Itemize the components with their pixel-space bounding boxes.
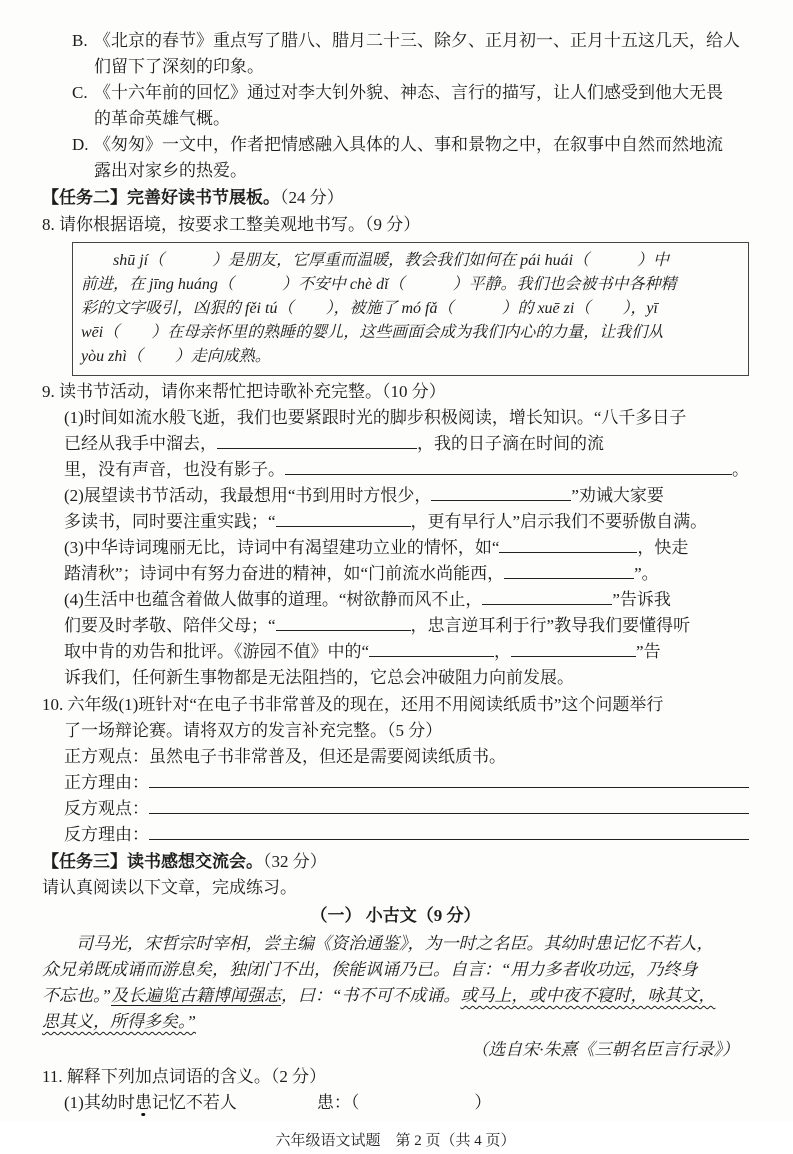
option-c xyxy=(72,80,749,132)
answer-blank[interactable] xyxy=(149,771,749,788)
text-run: (3)中华诗词瑰丽无比，诗词中有渴望建功立业的情怀，如“ xyxy=(64,538,500,557)
text-run: ，更有早行人”启示我们不要骄傲自满。 xyxy=(410,512,708,531)
classical-passage xyxy=(42,931,749,1063)
option-d-text-cont: 露出对家乡的热爱。 xyxy=(94,161,247,180)
choice-options xyxy=(72,28,749,184)
task3-title: 【任务三】读书感想交流会。 xyxy=(42,852,263,871)
answer-blank[interactable] xyxy=(217,432,417,449)
text-run: ，忠言逆耳利于行”教导我们要懂得听 xyxy=(410,616,691,635)
pinyin-line: 彩的文字吸引，凶狠的 fěi tú（ ），被施了 mó fǎ（ ）的 xuē zi（ ），yī xyxy=(81,300,658,317)
text-run: ”。 xyxy=(634,564,659,583)
text-run: (1)时间如流水般飞逝，我们也要紧跟时光的脚步积极阅读，增长知识。“八千多日子 xyxy=(64,408,687,427)
text-run: ，我的日子滴在时间的流 xyxy=(417,434,604,453)
text-run: 已经从我手中溜去， xyxy=(64,434,217,453)
q10-debate xyxy=(64,744,749,848)
q9-line xyxy=(64,431,749,457)
question-10 xyxy=(42,692,749,848)
q10-con-reason-row xyxy=(64,822,749,848)
underlined-text: 思其义，所得多矣。” xyxy=(42,1012,196,1031)
option-d xyxy=(72,132,749,184)
pinyin-writing-box[interactable] xyxy=(72,242,749,376)
text-run: ） xyxy=(474,1093,492,1112)
option-d-text: 《匆匆》一文中，作者把情感融入具体的人、事和景物之中，在叙事中自然而然地流 xyxy=(94,135,723,154)
q9-line xyxy=(64,535,749,561)
task2-title: 【任务二】完善好读书节展板。 xyxy=(42,188,280,207)
answer-blank[interactable] xyxy=(499,536,637,553)
answer-blank[interactable] xyxy=(149,797,749,814)
q10-stem-line1: 10. 六年级(1)班针对“在电子书非常普及的现在，还用不用阅读纸质书”这个问题举行 xyxy=(42,695,664,714)
q10-con-view-row xyxy=(64,796,749,822)
pinyin-line: shū jí（ ）是朋友，它厚重而温暖，教会我们如何在 pái huái（ ）中 xyxy=(81,252,670,269)
option-c-label: C. xyxy=(72,83,88,102)
passage-line xyxy=(42,983,749,1009)
answer-blank[interactable] xyxy=(504,562,634,579)
answer-blank[interactable] xyxy=(285,458,732,475)
text-run: ”劝诫大家要 xyxy=(571,486,664,505)
text-run: 里，没有声音，也没有影子。 xyxy=(64,460,285,479)
text-run: 不忘也。” xyxy=(42,986,111,1005)
q10-con-reason-label: 反方理由： xyxy=(64,825,149,844)
option-d-label: D. xyxy=(72,135,89,154)
underlined-text: 或马上，或中夜不寝时，咏其文， xyxy=(460,986,716,1005)
text-run: 踏清秋”；诗词中有努力奋进的精神，如“门前流水尚能西， xyxy=(64,564,505,583)
text-run: 。 xyxy=(732,460,749,479)
task2-heading xyxy=(42,185,749,211)
q9-items xyxy=(64,405,749,691)
q9-line xyxy=(64,405,749,431)
q11-item1 xyxy=(64,1090,749,1116)
question-8 xyxy=(42,212,749,376)
pinyin-line: yòu zhì（ ）走向成熟。 xyxy=(81,348,271,365)
answer-blank[interactable] xyxy=(482,588,612,605)
answer-blank[interactable] xyxy=(511,640,636,657)
text-run: ”告 xyxy=(636,642,661,661)
underlined-text: 及长遍览古籍博闻强志 xyxy=(110,986,281,1005)
q10-pro-view: 正方观点：虽然电子书非常普及，但还是需要阅读纸质书。 xyxy=(64,747,506,766)
text-run: 取中肯的劝告和批评。《游园不值》中的“ xyxy=(64,642,370,661)
text-run: ， xyxy=(494,642,512,661)
passage-line xyxy=(42,1009,749,1035)
answer-blank[interactable] xyxy=(276,510,411,527)
q10-pro-reason-row xyxy=(64,770,749,796)
task3-points: （32 分） xyxy=(263,852,327,871)
spacer xyxy=(359,1107,474,1108)
text-run: (1)其幼时 xyxy=(64,1093,135,1112)
option-b-label: B. xyxy=(72,31,88,50)
dotted-emphasis-word: 患 xyxy=(134,1093,152,1112)
pinyin-line: wēi（ ）在母亲怀里的熟睡的婴儿，这些画面会成为我们内心的力量，让我们从 xyxy=(81,324,664,341)
text-run: 诉我们，任何新生事物都是无法阻挡的，它总会冲破阻力向前发展。 xyxy=(64,668,574,687)
pinyin-line: 前进，在 jīng huáng（ ）不安中 chè dǐ（ ）平静。我们也会被书中各种精 xyxy=(81,276,677,293)
q9-line xyxy=(64,561,749,587)
q9-line xyxy=(64,665,749,691)
text-run: 们要及时孝敬、陪伴父母；“ xyxy=(64,616,276,635)
question-11 xyxy=(42,1064,749,1116)
task2-points: （24 分） xyxy=(280,188,344,207)
q9-line xyxy=(64,587,749,613)
text-run: ，快走 xyxy=(637,538,689,557)
answer-blank[interactable] xyxy=(149,823,749,840)
passage-source: （选自宋·朱熹《三朝名臣言行录》） xyxy=(471,1040,739,1059)
text-run: 患：（ xyxy=(316,1093,360,1112)
text-run: 多读书，同时要注重实践；“ xyxy=(64,512,276,531)
spacer xyxy=(237,1107,317,1108)
option-b-text-cont: 们留下了深刻的印象。 xyxy=(94,57,264,76)
task3-heading xyxy=(42,849,749,875)
question-9 xyxy=(42,379,749,691)
q9-stem: 9. 读书节活动，请你来帮忙把诗歌补充完整。（10 分） xyxy=(42,382,446,401)
answer-blank[interactable] xyxy=(369,640,494,657)
passage-line: 司马光，宋哲宗时宰相，尝主编《资治通鉴》，为一时之名臣。其幼时患记忆不若人， xyxy=(42,934,714,953)
text-run: (2)展望读书节活动，我最想用“书到用时方恨少， xyxy=(64,486,432,505)
task3-intro: 请认真阅读以下文章，完成练习。 xyxy=(42,878,297,897)
q9-line xyxy=(64,639,749,665)
q10-pro-reason-label: 正方理由： xyxy=(64,773,149,792)
q9-line xyxy=(64,457,749,483)
answer-blank[interactable] xyxy=(431,484,571,501)
text-run: (4)生活中也蕴含着做人做事的道理。“树欲静而风不止， xyxy=(64,590,483,609)
q8-stem: 8. 请你根据语境，按要求工整美观地书写。（9 分） xyxy=(42,215,421,234)
q10-stem-line2: 了一场辩论赛。请将双方的发言补充完整。（5 分） xyxy=(64,721,443,740)
q9-line xyxy=(64,483,749,509)
page-footer: 六年级语文试题 第 2 页（共 4 页） xyxy=(275,1133,516,1149)
option-b-text: 《北京的春节》重点写了腊八、腊月二十三、除夕、正月初一、正月十五这几天，给人 xyxy=(94,31,740,50)
text-run: ”告诉我 xyxy=(612,590,671,609)
q9-line xyxy=(64,613,749,639)
q10-con-view-label: 反方观点： xyxy=(64,799,149,818)
passage-section-title: （一） 小古文（9 分） xyxy=(310,906,481,925)
text-run: 记忆不若人 xyxy=(151,1093,237,1112)
option-c-text: 《十六年前的回忆》通过对李大钊外貌、神态、言行的描写，让人们感受到他大无畏 xyxy=(94,83,723,102)
q11-stem: 11. 解释下列加点词语的含义。（2 分） xyxy=(42,1067,327,1086)
text-run: ，曰：“书不可不成诵。 xyxy=(280,986,461,1005)
option-b xyxy=(72,28,749,80)
passage-line: 众兄弟既成诵而游息矣，独闭门不出，俟能讽诵乃已。自言：“用力多者收功远，乃终身 xyxy=(42,960,698,979)
answer-blank[interactable] xyxy=(276,614,411,631)
q9-line xyxy=(64,509,749,535)
option-c-text-cont: 的革命英雄气概。 xyxy=(94,109,230,128)
